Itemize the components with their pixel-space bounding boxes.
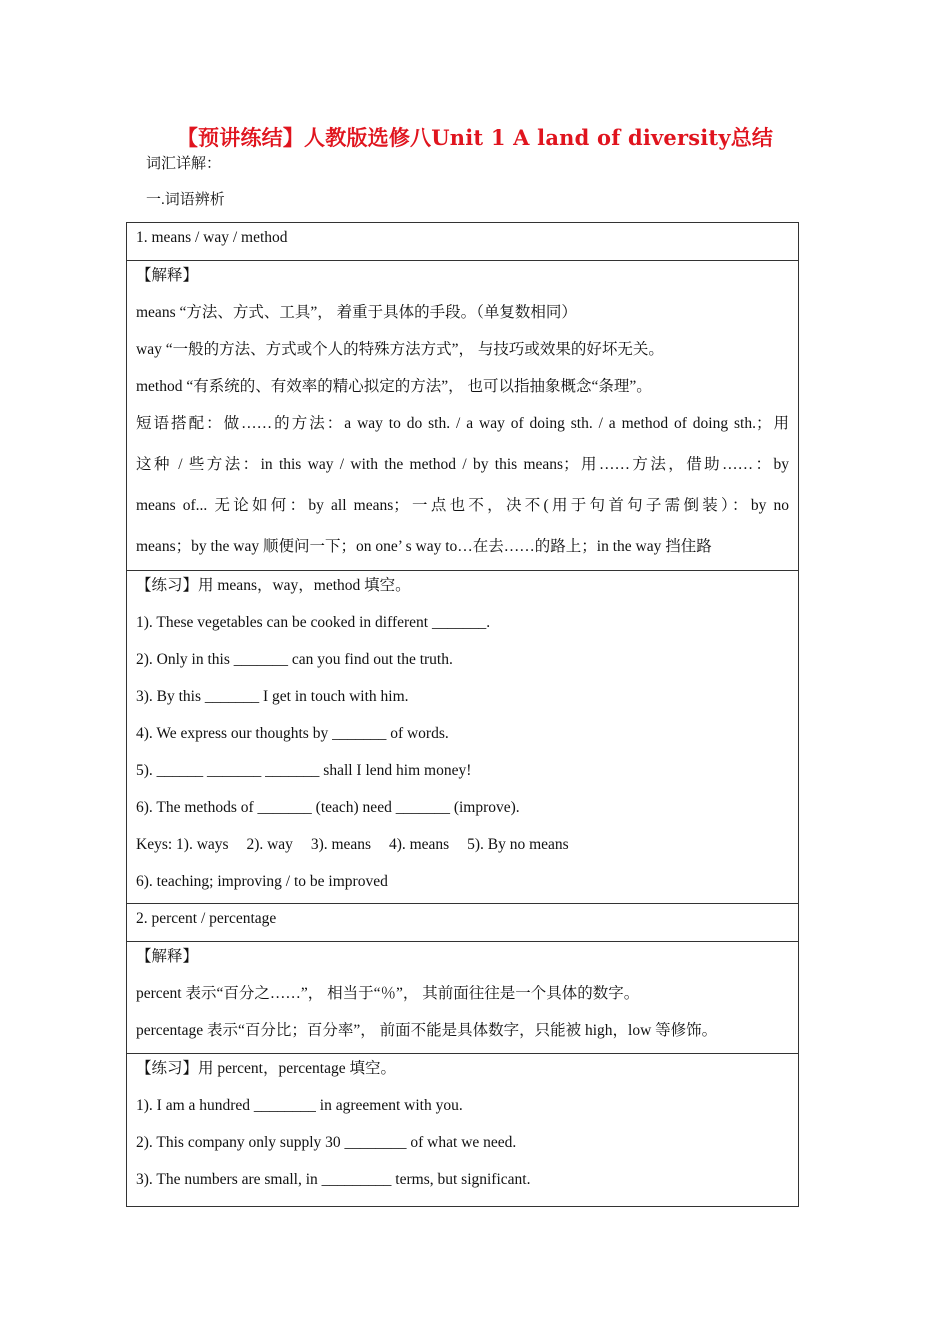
answer-key: 2). way xyxy=(246,836,293,853)
answer-key: 5). By no means xyxy=(467,836,569,853)
section-2-practice-row xyxy=(127,1054,799,1207)
practice-line: 1). These vegetables can be cooked in different _______. xyxy=(136,614,491,631)
answer-keys xyxy=(136,834,789,871)
explanation-label: 【解释】 xyxy=(136,948,199,965)
practice-line: 2). Only in this _______ can you find out the truth. xyxy=(136,651,453,668)
explanation-line: method “有系统的、有效率的精心拟定的方法”， 也可以指抽象概念“条理”。 xyxy=(136,378,652,395)
answer-key: 3). means xyxy=(310,836,372,853)
practice-line: 5). ______ _______ _______ shall I lend him money! xyxy=(136,762,472,779)
section-1-practice-row xyxy=(127,571,799,904)
word-discrimination-heading: 一.词语辨析 xyxy=(146,192,225,208)
section-heading: 2. percent / percentage xyxy=(136,910,277,927)
practice-label: 【练习】用 percent，percentage 填空。 xyxy=(136,1060,396,1077)
section-1-heading-row xyxy=(127,223,799,261)
practice-line: 4). We express our thoughts by _______ of words. xyxy=(136,725,449,742)
practice-label: 【练习】用 means，way，method 填空。 xyxy=(136,577,411,594)
practice-line: 3). By this _______ I get in touch with him. xyxy=(136,688,409,705)
explanation-line: means “方法、方式、工具”， 着重于具体的手段。（单复数相同） xyxy=(136,304,577,321)
explanation-line: percent 表示“百分之……”， 相当于“％”， 其前面往往是一个具体的数字。 xyxy=(136,985,640,1002)
vocabulary-table xyxy=(126,222,799,1207)
answer-keys-line-2: 6). teaching; improving / to be improved xyxy=(136,873,388,890)
section-1-explanation-row xyxy=(127,261,799,571)
explanation-line: percentage 表示“百分比；百分率”， 前面不能是具体数字，只能被 high，low 等修饰。 xyxy=(136,1022,718,1039)
explanation-line: 短语搭配：做……的方法：a way to do sth. / a way of doing sth. / a method of doing sth.；用 xyxy=(136,415,789,432)
explanation-line: 这种 / 些方法：in this way / with the method / by this means；用……方法，借助……：by xyxy=(136,456,789,473)
practice-line: 2). This company only supply 30 ________ of what we need. xyxy=(136,1134,517,1151)
section-2-explanation-row xyxy=(127,942,799,1054)
section-2-heading-row xyxy=(127,904,799,942)
explanation-line: way “一般的方法、方式或个人的特殊方法方式”， 与技巧或效果的好坏无关。 xyxy=(136,341,664,358)
answer-key: 4). means xyxy=(388,836,450,853)
vocabulary-heading: 词汇详解： xyxy=(146,156,222,172)
section-heading: 1. means / way / method xyxy=(136,229,288,246)
explanation-label: 【解释】 xyxy=(136,267,199,284)
practice-line: 1). I am a hundred ________ in agreement with you. xyxy=(136,1097,463,1114)
answer-key: Keys: 1). ways xyxy=(136,836,229,853)
explanation-line: means of... 无论如何：by all means；一点也不，决不(用于句首句子需倒装）：by no xyxy=(136,497,789,514)
page-title: 【预讲练结】人教版选修八Unit 1 A land of diversity总结 xyxy=(176,125,774,150)
explanation-line: means；by the way 顺便问一下；on one’ s way to…在去……的路上；in the way 挡住路 xyxy=(136,538,712,555)
practice-line: 6). The methods of _______ (teach) need _______ (improve). xyxy=(136,799,520,816)
practice-line: 3). The numbers are small, in _________ terms, but significant. xyxy=(136,1171,531,1188)
